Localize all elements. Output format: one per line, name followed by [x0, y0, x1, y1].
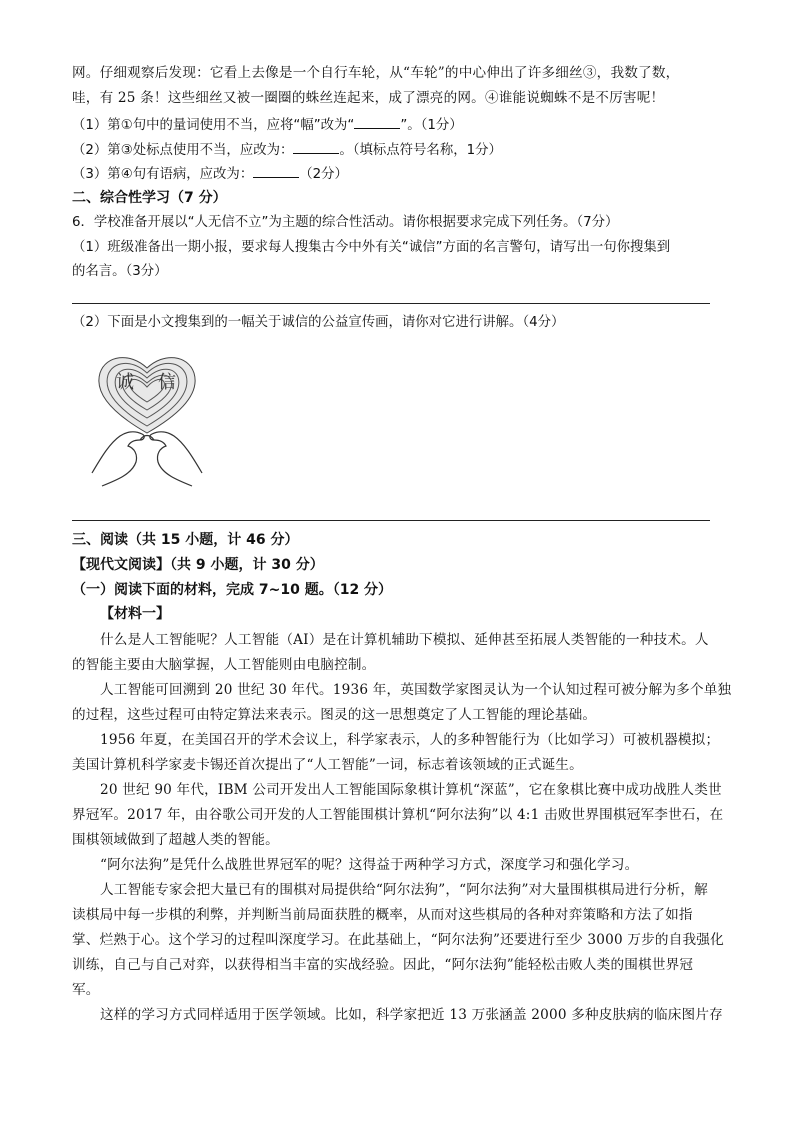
question-6-1: （1）班级准备出一期小报，要求每人搜集古今中外有关“诚信”方面的名言警句，请写出一句你搜集到: [72, 240, 671, 255]
paragraph-line: 读棋局中每一步棋的利弊，并判断当前局面获胜的概率，从而对这些棋局的各种对弈策略和方法了如指: [72, 907, 693, 923]
question-text: （2分）: [299, 167, 348, 182]
paragraph-line: 训练，自己与自己对弈，以获得相当丰富的实战经验。因此，“阿尔法狗”能轻松击败人类的围棋世界冠: [72, 957, 694, 973]
paragraph-line: 的过程，这些过程可由特定算法来表示。图灵的这一思想奠定了人工智能的理论基础。: [72, 707, 597, 723]
question-text: 。（填标点符号名称，1分）: [339, 143, 502, 158]
answer-blank[interactable]: [354, 114, 400, 129]
linked-hands: [92, 432, 202, 486]
paragraph-line: 美国计算机科学家麦卡锡还首次提出了“人工智能”一词，标志着该领域的正式诞生。: [72, 757, 583, 773]
paragraph-line: 20 世纪 90 年代，IBM 公司开发出人工智能国际象棋计算机“深蓝”，它在象棋比赛中成功战胜人类世: [100, 782, 722, 798]
paragraph-line: 围棋领域做到了超越人类的智能。: [72, 832, 279, 848]
section-2-heading: 二、综合性学习（7 分）: [72, 190, 227, 206]
question-text: （3）第④句有语病，应改为：: [72, 167, 254, 182]
fingerprint-heart: [99, 358, 195, 433]
paragraph-line: 界冠军。2017 年，由谷歌公司开发的人工智能围棋计算机“阿尔法狗”以 4:1 击败世界围棋冠军李世石，在: [72, 807, 724, 823]
integrity-poster-image: [72, 338, 222, 488]
passage-line: 网。仔细观察后发现：它看上去像是一个自行车轮，从“车轮”的中心伸出了许多细丝③，我数了数，: [72, 65, 680, 81]
paragraph-line: 人工智能可回溯到 20 世纪 30 年代。1936 年，英国数学家图灵认为一个认知过程可被分解为多个单独: [100, 682, 732, 698]
paragraph-line: 军。: [72, 982, 100, 998]
answer-blank[interactable]: [253, 163, 299, 178]
poster-char: 信: [158, 372, 176, 393]
answer-blank[interactable]: [293, 139, 339, 154]
question-5-3: [72, 163, 348, 185]
paragraph-line: 什么是人工智能呢？人工智能（AI）是在计算机辅助下模拟、延伸甚至拓展人类智能的一种技术。人: [100, 632, 709, 648]
paragraph-line: 这样的学习方式同样适用于医学领域。比如，科学家把近 13 万张涵盖 2000 多种皮肤病的临床图片存: [100, 1007, 723, 1023]
question-5-1: [72, 114, 463, 136]
section-3-heading: 三、阅读（共 15 小题，计 46 分）: [72, 532, 299, 548]
passage-line: 哇，有 25 条！这些细丝又被一圈圈的蛛丝连起来，成了漂亮的网。④谁能说蜘蛛不是不厉害呢！: [72, 90, 665, 106]
answer-line[interactable]: [72, 520, 710, 521]
answer-line[interactable]: [72, 303, 710, 304]
material-1-label: 【材料一】: [100, 606, 170, 622]
poster-char: 诚: [116, 372, 134, 393]
paragraph-line: 掌、烂熟于心。这个学习的过程叫深度学习。在此基础上，“阿尔法狗”还要进行至少 3000 万步的自我强化: [72, 932, 724, 948]
section-3-subheading: 【现代文阅读】（共 9 小题，计 30 分）: [72, 557, 324, 573]
paragraph-line: 人工智能专家会把大量已有的围棋对局提供给“阿尔法狗”，“阿尔法狗”对大量围棋棋局进行分析，解: [100, 882, 708, 898]
paragraph-line: “阿尔法狗”是凭什么战胜世界冠军的呢？这得益于两种学习方式，深度学习和强化学习。: [100, 857, 639, 873]
paragraph-line: 1956 年夏，在美国召开的学术会议上，科学家表示，人的多种智能行为（比如学习）可被机器模拟；: [100, 732, 720, 748]
question-6-1-cont: 的名言。（3分）: [72, 264, 168, 279]
question-6: 6．学校准备开展以“人无信不立”为主题的综合性活动。请你根据要求完成下列任务。（7分）: [72, 215, 619, 230]
paragraph-line: 的智能主要由大脑掌握，人工智能则由电脑控制。: [72, 657, 376, 673]
question-text: ”。（1分）: [400, 118, 463, 133]
question-text: （1）第①句中的量词使用不当，应将“幅”改为“: [72, 118, 355, 133]
question-6-2: （2）下面是小文搜集到的一幅关于诚信的公益宣传画，请你对它进行讲解。（4分）: [72, 315, 565, 330]
question-text: （2）第③处标点使用不当，应改为：: [72, 143, 294, 158]
part-1-heading: （一）阅读下面的材料，完成 7~10 题。（12 分）: [72, 582, 393, 598]
question-5-2: [72, 139, 502, 161]
